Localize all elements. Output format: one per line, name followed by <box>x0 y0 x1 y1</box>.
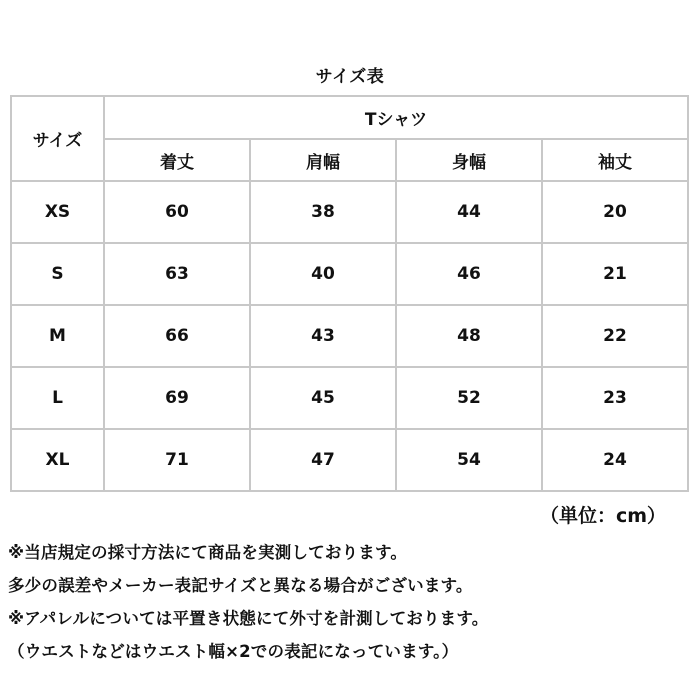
header-row-columns <box>11 139 688 181</box>
table-cell: 44 <box>396 181 542 243</box>
size-label: XL <box>11 429 104 491</box>
table-row <box>11 429 688 491</box>
table-row <box>11 181 688 243</box>
table-cell: 48 <box>396 305 542 367</box>
size-label: M <box>11 305 104 367</box>
column-header-chest: 身幅 <box>396 139 542 181</box>
note-line: ※当店規定の採寸方法にて商品を実測しております。 <box>8 543 408 562</box>
column-header-shoulder: 肩幅 <box>250 139 396 181</box>
note-line: 多少の誤差やメーカー表記サイズと異なる場合がございます。 <box>8 576 473 595</box>
table-cell: 20 <box>542 181 688 243</box>
table-cell: 46 <box>396 243 542 305</box>
notes <box>8 538 698 670</box>
table-cell: 66 <box>104 305 250 367</box>
table-cell: 47 <box>250 429 396 491</box>
table-cell: 69 <box>104 367 250 429</box>
table-cell: 21 <box>542 243 688 305</box>
table-cell: 71 <box>104 429 250 491</box>
table-cell: 52 <box>396 367 542 429</box>
table-cell: 23 <box>542 367 688 429</box>
table-row <box>11 367 688 429</box>
table-cell: 43 <box>250 305 396 367</box>
page-title: サイズ表 <box>315 67 385 87</box>
table-cell: 60 <box>104 181 250 243</box>
size-table <box>10 95 689 492</box>
table-row <box>11 305 688 367</box>
size-column-header: サイズ <box>11 96 104 181</box>
size-label: S <box>11 243 104 305</box>
note-line: ※アパレルについては平置き状態にて外寸を計測しております。 <box>8 609 489 628</box>
size-label: XS <box>11 181 104 243</box>
note-line: （ウエストなどはウエスト幅×2での表記になっています。） <box>8 642 459 661</box>
table-cell: 40 <box>250 243 396 305</box>
table-cell: 24 <box>542 429 688 491</box>
column-header-length: 着丈 <box>104 139 250 181</box>
unit-label: （単位：cm） <box>540 505 667 527</box>
table-cell: 22 <box>542 305 688 367</box>
table-cell: 54 <box>396 429 542 491</box>
table-cell: 45 <box>250 367 396 429</box>
size-label: L <box>11 367 104 429</box>
table-cell: 63 <box>104 243 250 305</box>
column-header-sleeve: 袖丈 <box>542 139 688 181</box>
table-cell: 38 <box>250 181 396 243</box>
tshirt-group-header: Tシャツ <box>104 96 688 139</box>
header-row-group <box>11 96 688 139</box>
table-row <box>11 243 688 305</box>
